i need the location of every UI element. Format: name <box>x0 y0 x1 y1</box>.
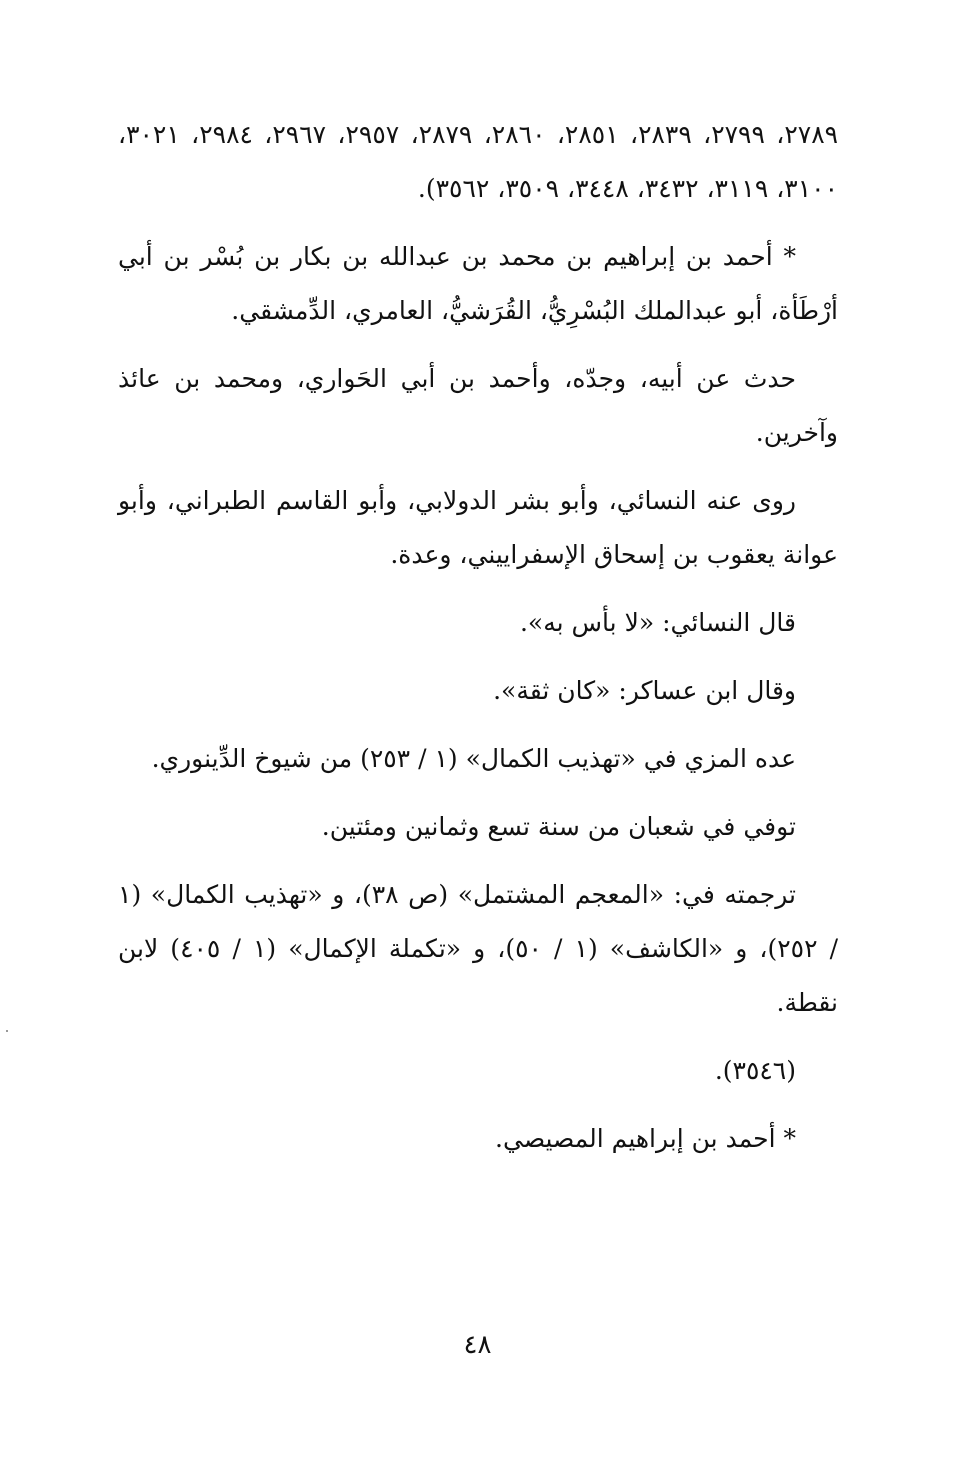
nasai-quote-paragraph: قال النسائي: «لا بأس به». <box>519 608 796 637</box>
margin-mark <box>6 1030 8 1032</box>
ibn-asakir-quote-paragraph: وقال ابن عساكر: «كان ثقة». <box>493 676 796 705</box>
next-entry-paragraph: * أحمد بن إبراهيم المصيصي. <box>495 1124 796 1153</box>
page-body <box>118 108 838 1180</box>
entry-heading-paragraph: * أحمد بن إبراهيم بن محمد بن عبدالله بن بكار بن بُسْر بن أبي أرْطَأة، أبو عبدالملك البُسْرِيُّ، القُرَشيُّ، العامري، الدِّمشقي. <box>118 242 838 325</box>
page-number: ٤٨ <box>463 1330 492 1360</box>
narrated-from-paragraph: حدث عن أبيه، وجدّه، وأحمد بن أبي الحَواري، ومحمد بن عائذ وآخرين. <box>118 364 838 447</box>
narrated-by-paragraph: روى عنه النسائي، وأبو بشر الدولابي، وأبو القاسم الطبراني، وأبو عوانة يعقوب بن إسحاق الإسفراييني، وعدة. <box>118 486 838 569</box>
biography-sources-paragraph: ترجمته في: «المعجم المشتمل» (ص ٣٨)، و «تهذيب الكمال» (١ / ٢٥٢)، و «الكاشف» (١ / ٥٠)، و «تكملة الإكمال» (١ / ٤٠٥) لابن نقطة. <box>118 880 839 1017</box>
death-note-paragraph: توفي في شعبان من سنة تسع وثمانين ومئتين. <box>321 812 796 841</box>
numbers-list-paragraph: ٢٧٨٩، ٢٧٩٩، ٢٨٣٩، ٢٨٥١، ٢٨٦٠، ٢٨٧٩، ٢٩٥٧، ٢٩٦٧، ٢٩٨٤، ٣٠٢١، ٣١٠٠، ٣١١٩، ٣٤٣٢، ٣٤٤٨، ٣٥٠٩، ٣٥٦٢). <box>118 120 839 203</box>
mizzi-note-paragraph: عده المزي في «تهذيب الكمال» (١ / ٢٥٣) من شيوخ الدِّينوري. <box>151 744 796 773</box>
reference-number-paragraph: (٣٥٤٦). <box>714 1056 796 1085</box>
